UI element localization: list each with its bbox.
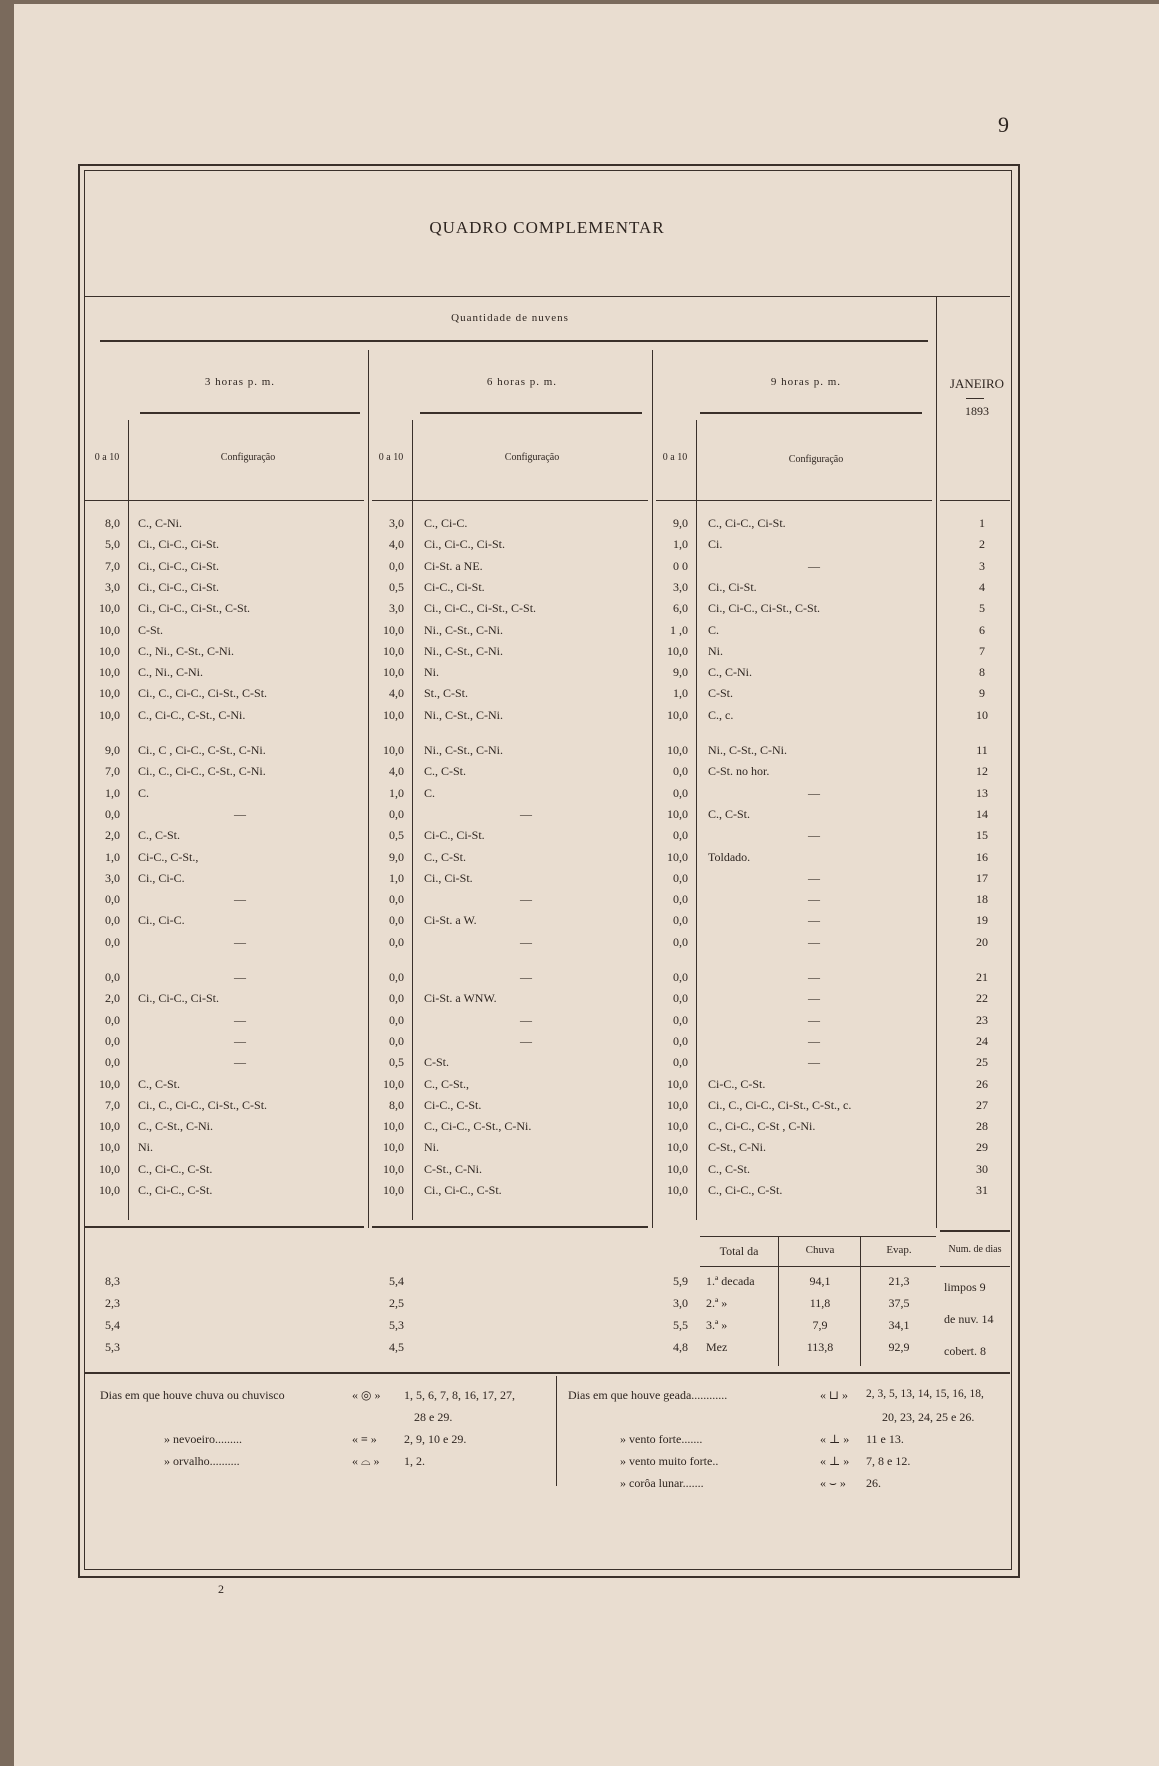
row-2-c2: Ci., Ci-C., Ci-St.: [424, 537, 506, 551]
period-1-evap: 37,5: [888, 1296, 910, 1310]
summary-avg1-1: 2,3: [105, 1296, 120, 1310]
row-6-c3: C.: [708, 623, 720, 637]
row-12-c2: C., C-St.: [424, 764, 467, 778]
row-11-c3: Ni., C-St., C-Ni.: [708, 743, 788, 757]
row-13-a2: 1,0: [389, 786, 404, 800]
row-23-a2: 0,0: [389, 1013, 404, 1027]
row-28-a2: 10,0: [383, 1119, 404, 1133]
dew-days: 1, 2.: [404, 1454, 425, 1468]
wind-days: 11 e 13.: [866, 1432, 904, 1446]
row-3-day: 3: [979, 559, 985, 573]
row-13-c1: C.: [138, 786, 150, 800]
row-1-c2: C., Ci-C.: [424, 516, 468, 530]
row-19-c1: Ci., Ci-C.: [138, 913, 185, 927]
row-29-day: 29: [976, 1140, 988, 1154]
limpos: limpos 9: [944, 1280, 986, 1294]
row-11-a1: 9,0: [105, 743, 120, 757]
row-16-c1: Ci-C., C-St.,: [138, 850, 199, 864]
row-5-a2: 3,0: [389, 601, 404, 615]
row-5-c2: Ci., Ci-C., Ci-St., C-St.: [424, 601, 537, 615]
chuva-label: Chuva: [805, 1244, 835, 1256]
row-26-a3: 10,0: [667, 1077, 688, 1091]
row-4-a2: 0,5: [389, 580, 404, 594]
row-6-c1: C-St.: [138, 623, 164, 637]
row-8-a2: 10,0: [383, 665, 404, 679]
row-22-a1: 2,0: [105, 991, 120, 1005]
row-9-day: 9: [979, 686, 985, 700]
row-13-c3: —: [808, 786, 820, 800]
lunar-symbol: « ⌣ »: [820, 1476, 846, 1490]
row-14-a1: 0,0: [105, 807, 120, 821]
period-3-chuva: 113,8: [806, 1340, 834, 1354]
row-25-day: 25: [976, 1055, 988, 1069]
row-28-c2: C., Ci-C., C-St., C-Ni.: [424, 1119, 532, 1133]
row-7-c1: C., Ni., C-St., C-Ni.: [138, 644, 235, 658]
row-11-a3: 10,0: [667, 743, 688, 757]
row-9-a2: 4,0: [389, 686, 404, 700]
page-title: QUADRO COMPLEMENTAR: [429, 218, 665, 237]
row-3-c1: Ci., Ci-C., Ci-St.: [138, 559, 220, 573]
row-14-c1: —: [234, 807, 246, 821]
row-14-c2: —: [520, 807, 532, 821]
row-10-c1: C., Ci-C., C-St., C-Ni.: [138, 708, 246, 722]
row-31-day: 31: [976, 1183, 988, 1197]
row-21-a3: 0,0: [673, 970, 688, 984]
row-4-day: 4: [979, 580, 985, 594]
row-20-day: 20: [976, 935, 988, 949]
row-29-a1: 10,0: [99, 1140, 120, 1154]
row-27-a2: 8,0: [389, 1098, 404, 1112]
row-19-a1: 0,0: [105, 913, 120, 927]
row-21-c1: —: [234, 970, 246, 984]
row-27-day: 27: [976, 1098, 988, 1112]
row-24-a3: 0,0: [673, 1034, 688, 1048]
row-21-c3: —: [808, 970, 820, 984]
row-1-day: 1: [979, 516, 985, 530]
row-8-a3: 9,0: [673, 665, 688, 679]
row-14-c3: C., C-St.: [708, 807, 751, 821]
row-7-day: 7: [979, 644, 985, 658]
row-25-c3: —: [808, 1055, 820, 1069]
row-13-a3: 0,0: [673, 786, 688, 800]
row-15-a3: 0,0: [673, 828, 688, 842]
row-2-day: 2: [979, 537, 985, 551]
strong-wind-days: 7, 8 e 12.: [866, 1454, 911, 1468]
period-3-label: Mez: [706, 1340, 728, 1354]
frost-days: 2, 3, 5, 13, 14, 15, 16, 18,: [866, 1388, 984, 1400]
row-23-c3: —: [808, 1013, 820, 1027]
row-1-a3: 9,0: [673, 516, 688, 530]
row-9-c1: Ci., C., Ci-C., Ci-St., C-St.: [138, 686, 268, 700]
row-3-c3: —: [808, 559, 820, 573]
row-16-c3: Toldado.: [708, 850, 751, 864]
row-23-a1: 0,0: [105, 1013, 120, 1027]
row-13-a1: 1,0: [105, 786, 120, 800]
row-9-a1: 10,0: [99, 686, 120, 700]
row-30-day: 30: [976, 1162, 988, 1176]
row-6-a1: 10,0: [99, 623, 120, 637]
row-19-a3: 0,0: [673, 913, 688, 927]
row-18-c1: —: [234, 892, 246, 906]
row-8-c2: Ni.: [424, 665, 439, 679]
row-18-c3: —: [808, 892, 820, 906]
row-8-a1: 10,0: [99, 665, 120, 679]
row-13-day: 13: [976, 786, 988, 800]
row-8-c1: C., Ni., C-Ni.: [138, 665, 204, 679]
fog-symbol: « ≡ »: [352, 1432, 377, 1446]
row-25-a3: 0,0: [673, 1055, 688, 1069]
row-21-a1: 0,0: [105, 970, 120, 984]
row-16-a2: 9,0: [389, 850, 404, 864]
row-23-c1: —: [234, 1013, 246, 1027]
row-22-a3: 0,0: [673, 991, 688, 1005]
row-12-c1: Ci., C., Ci-C., C-St., C-Ni.: [138, 764, 266, 778]
row-5-a1: 10,0: [99, 601, 120, 615]
summary-avg1-3: 5,3: [105, 1340, 120, 1354]
group-3pm: 3 horas p. m.: [204, 376, 276, 388]
group-9pm: 9 horas p. m.: [770, 376, 842, 388]
row-15-c3: —: [808, 828, 820, 842]
row-10-a1: 10,0: [99, 708, 120, 722]
row-15-c1: C., C-St.: [138, 828, 181, 842]
row-30-a1: 10,0: [99, 1162, 120, 1176]
row-28-c1: C., C-St., C-Ni.: [138, 1119, 214, 1133]
row-20-c2: —: [520, 935, 532, 949]
row-8-day: 8: [979, 665, 985, 679]
row-24-day: 24: [976, 1034, 988, 1048]
row-18-a3: 0,0: [673, 892, 688, 906]
row-12-c3: C-St. no hor.: [708, 764, 770, 778]
page-number: 9: [998, 112, 1009, 137]
row-24-c3: —: [808, 1034, 820, 1048]
row-30-c3: C., C-St.: [708, 1162, 751, 1176]
strong-wind-prefix: » vento muito forte..: [620, 1454, 719, 1468]
row-16-a1: 1,0: [105, 850, 120, 864]
row-14-day: 14: [976, 807, 988, 821]
row-22-a2: 0,0: [389, 991, 404, 1005]
summary-avg3-1: 3,0: [673, 1296, 688, 1310]
period-1-label: 2.ª »: [706, 1296, 728, 1310]
row-20-c3: —: [808, 935, 820, 949]
row-15-a2: 0,5: [389, 828, 404, 842]
period-0-label: 1.ª decada: [706, 1274, 755, 1288]
row-7-a2: 10,0: [383, 644, 404, 658]
summary-avg1-0: 8,3: [105, 1274, 120, 1288]
row-29-c2: Ni.: [424, 1140, 439, 1154]
rain-symbol: « ◎ »: [352, 1388, 381, 1402]
row-15-c2: Ci-C., Ci-St.: [424, 828, 485, 842]
summary-avg2-0: 5,4: [389, 1274, 404, 1288]
row-18-a2: 0,0: [389, 892, 404, 906]
row-6-a3: 1 ,0: [670, 623, 688, 637]
row-31-a3: 10,0: [667, 1183, 688, 1197]
frost-symbol: « ⊔ »: [820, 1388, 849, 1402]
col-amount-3: 0 a 10: [662, 452, 688, 463]
row-5-day: 5: [979, 601, 985, 615]
wind-prefix: » vento forte.......: [620, 1432, 703, 1446]
row-29-a2: 10,0: [383, 1140, 404, 1154]
row-9-c2: St., C-St.: [424, 686, 469, 700]
row-4-a3: 3,0: [673, 580, 688, 594]
lunar-days: 26.: [866, 1476, 881, 1490]
row-10-a2: 10,0: [383, 708, 404, 722]
row-29-a3: 10,0: [667, 1140, 688, 1154]
period-0-evap: 21,3: [888, 1274, 910, 1288]
row-10-c3: C., c.: [708, 708, 734, 722]
wind-symbol: « ⊥ »: [820, 1432, 850, 1446]
fog-prefix: » nevoeiro.........: [164, 1432, 242, 1446]
row-10-a3: 10,0: [667, 708, 688, 722]
row-7-a3: 10,0: [667, 644, 688, 658]
row-11-c2: Ni., C-St., C-Ni.: [424, 743, 504, 757]
frost-prefix: Dias em que houve geada............: [568, 1388, 728, 1402]
row-15-a1: 2,0: [105, 828, 120, 842]
cobert: cobert. 8: [944, 1344, 986, 1358]
summary-avg3-2: 5,5: [673, 1318, 688, 1332]
row-30-a2: 10,0: [383, 1162, 404, 1176]
row-10-day: 10: [976, 708, 988, 722]
summary-avg2-1: 2,5: [389, 1296, 404, 1310]
row-4-c3: Ci., Ci-St.: [708, 580, 757, 594]
dew-symbol: « ⌓ »: [352, 1454, 380, 1468]
rain-days: 1, 5, 6, 7, 8, 16, 17, 27,: [404, 1388, 515, 1402]
row-21-c2: —: [520, 970, 532, 984]
row-1-c3: C., Ci-C., Ci-St.: [708, 516, 786, 530]
row-2-c3: Ci.: [708, 537, 723, 551]
col-config-3: Configuração: [788, 454, 844, 465]
col-amount-2: 0 a 10: [378, 452, 404, 463]
row-1-a2: 3,0: [389, 516, 404, 530]
row-13-c2: C.: [424, 786, 436, 800]
row-6-a2: 10,0: [383, 623, 404, 637]
summary-avg1-2: 5,4: [105, 1318, 120, 1332]
row-19-a2: 0,0: [389, 913, 404, 927]
period-0-chuva: 94,1: [809, 1274, 831, 1288]
row-20-a2: 0,0: [389, 935, 404, 949]
row-7-c2: Ni., C-St., C-Ni.: [424, 644, 504, 658]
row-6-day: 6: [979, 623, 985, 637]
row-18-c2: —: [520, 892, 532, 906]
row-26-c2: C., C-St.,: [424, 1077, 470, 1091]
fog-days: 2, 9, 10 e 29.: [404, 1432, 467, 1446]
row-9-c3: C-St.: [708, 686, 734, 700]
row-22-c2: Ci-St. a WNW.: [424, 991, 497, 1005]
row-30-a3: 10,0: [667, 1162, 688, 1176]
row-7-a1: 10,0: [99, 644, 120, 658]
row-14-a3: 10,0: [667, 807, 688, 821]
row-3-a1: 7,0: [105, 559, 120, 573]
row-28-day: 28: [976, 1119, 988, 1133]
row-29-c1: Ni.: [138, 1140, 153, 1154]
row-29-c3: C-St., C-Ni.: [708, 1140, 767, 1154]
row-27-c3: Ci., C., Ci-C., Ci-St., C-St., c.: [708, 1098, 852, 1112]
row-19-c3: —: [808, 913, 820, 927]
row-11-a2: 10,0: [383, 743, 404, 757]
row-26-c1: C., C-St.: [138, 1077, 181, 1091]
row-21-day: 21: [976, 970, 988, 984]
row-23-day: 23: [976, 1013, 988, 1027]
row-5-c3: Ci., Ci-C., Ci-St., C-St.: [708, 601, 821, 615]
year-label: 1893: [965, 404, 989, 418]
row-25-c1: —: [234, 1055, 246, 1069]
period-2-chuva: 7,9: [812, 1318, 828, 1332]
group-6pm: 6 horas p. m.: [486, 376, 558, 388]
row-1-a1: 8,0: [105, 516, 120, 530]
row-26-c3: Ci-C., C-St.: [708, 1077, 766, 1091]
row-4-c2: Ci-C., Ci-St.: [424, 580, 485, 594]
rain-days-cont: 28 e 29.: [414, 1410, 453, 1424]
row-4-a1: 3,0: [105, 580, 120, 594]
row-24-a2: 0,0: [389, 1034, 404, 1048]
summary-avg2-2: 5,3: [389, 1318, 404, 1332]
row-31-c2: Ci., Ci-C., C-St.: [424, 1183, 502, 1197]
row-31-c1: C., Ci-C., C-St.: [138, 1183, 213, 1197]
period-2-evap: 34,1: [888, 1318, 910, 1332]
row-17-c2: Ci., Ci-St.: [424, 871, 473, 885]
row-17-a2: 1,0: [389, 871, 404, 885]
row-22-c3: —: [808, 991, 820, 1005]
totals-label: Total da: [719, 1244, 759, 1258]
row-11-day: 11: [976, 743, 988, 757]
row-17-day: 17: [976, 871, 988, 885]
row-24-c2: —: [520, 1034, 532, 1048]
row-25-c2: C-St.: [424, 1055, 450, 1069]
row-16-day: 16: [976, 850, 988, 864]
row-31-a1: 10,0: [99, 1183, 120, 1197]
numdias-label: Num. de dias: [948, 1244, 1002, 1255]
row-3-c2: Ci-St. a NE.: [424, 559, 483, 573]
row-15-day: 15: [976, 828, 988, 842]
subtitle: Quantidade de nuvens: [451, 312, 569, 324]
de-nuv: de nuv. 14: [944, 1312, 994, 1326]
row-5-a3: 6,0: [673, 601, 688, 615]
row-11-c1: Ci., C , Ci-C., C-St., C-Ni.: [138, 743, 266, 757]
frost-days-cont: 20, 23, 24, 25 e 26.: [882, 1410, 975, 1424]
row-6-c2: Ni., C-St., C-Ni.: [424, 623, 504, 637]
row-16-a3: 10,0: [667, 850, 688, 864]
row-2-a2: 4,0: [389, 537, 404, 551]
col-config-1: Configuração: [220, 452, 276, 463]
row-26-a1: 10,0: [99, 1077, 120, 1091]
month-label: JANEIRO: [949, 376, 1005, 391]
row-3-a3: 0 0: [673, 559, 688, 573]
row-1-c1: C., C-Ni.: [138, 516, 183, 530]
row-20-c1: —: [234, 935, 246, 949]
row-17-a3: 0,0: [673, 871, 688, 885]
row-17-a1: 3,0: [105, 871, 120, 885]
row-21-a2: 0,0: [389, 970, 404, 984]
row-31-c3: C., Ci-C., C-St.: [708, 1183, 783, 1197]
summary-avg2-3: 4,5: [389, 1340, 404, 1354]
row-8-c3: C., C-Ni.: [708, 665, 753, 679]
row-27-a1: 7,0: [105, 1098, 120, 1112]
row-17-c3: —: [808, 871, 820, 885]
row-16-c2: C., C-St.: [424, 850, 467, 864]
dew-prefix: » orvalho..........: [164, 1454, 240, 1468]
row-18-a1: 0,0: [105, 892, 120, 906]
strong-wind-symbol: « ⊥ »: [820, 1454, 850, 1468]
row-18-day: 18: [976, 892, 988, 906]
row-27-c1: Ci., C., Ci-C., Ci-St., C-St.: [138, 1098, 268, 1112]
row-31-a2: 10,0: [383, 1183, 404, 1197]
period-2-label: 3.ª »: [706, 1318, 728, 1332]
row-22-c1: Ci., Ci-C., Ci-St.: [138, 991, 220, 1005]
row-3-a2: 0,0: [389, 559, 404, 573]
row-19-day: 19: [976, 913, 988, 927]
rain-prefix: Dias em que houve chuva ou chuvisco: [100, 1388, 285, 1402]
row-19-c2: Ci-St. a W.: [424, 913, 477, 927]
row-23-c2: —: [520, 1013, 532, 1027]
row-30-c1: C., Ci-C., C-St.: [138, 1162, 213, 1176]
row-22-day: 22: [976, 991, 988, 1005]
row-12-day: 12: [976, 764, 988, 778]
row-10-c2: Ni., C-St., C-Ni.: [424, 708, 504, 722]
period-3-evap: 92,9: [888, 1340, 910, 1354]
row-25-a1: 0,0: [105, 1055, 120, 1069]
row-30-c2: C-St., C-Ni.: [424, 1162, 483, 1176]
row-20-a1: 0,0: [105, 935, 120, 949]
row-27-a3: 10,0: [667, 1098, 688, 1112]
row-12-a1: 7,0: [105, 764, 120, 778]
row-26-a2: 10,0: [383, 1077, 404, 1091]
lunar-prefix: » corôa lunar.......: [620, 1476, 704, 1490]
summary-avg3-0: 5,9: [673, 1274, 688, 1288]
row-12-a2: 4,0: [389, 764, 404, 778]
row-25-a2: 0,5: [389, 1055, 404, 1069]
sheet-number: 2: [218, 1582, 224, 1596]
summary-avg3-3: 4,8: [673, 1340, 688, 1354]
row-2-c1: Ci., Ci-C., Ci-St.: [138, 537, 220, 551]
row-5-c1: Ci., Ci-C., Ci-St., C-St.: [138, 601, 251, 615]
row-28-a3: 10,0: [667, 1119, 688, 1133]
row-2-a3: 1,0: [673, 537, 688, 551]
row-28-a1: 10,0: [99, 1119, 120, 1133]
row-14-a2: 0,0: [389, 807, 404, 821]
col-config-2: Configuração: [504, 452, 560, 463]
row-12-a3: 0,0: [673, 764, 688, 778]
row-4-c1: Ci., Ci-C., Ci-St.: [138, 580, 220, 594]
col-amount-1: 0 a 10: [94, 452, 120, 463]
row-24-a1: 0,0: [105, 1034, 120, 1048]
row-7-c3: Ni.: [708, 644, 723, 658]
row-28-c3: C., Ci-C., C-St , C-Ni.: [708, 1119, 816, 1133]
row-20-a3: 0,0: [673, 935, 688, 949]
row-27-c2: Ci-C., C-St.: [424, 1098, 482, 1112]
row-9-a3: 1,0: [673, 686, 688, 700]
row-23-a3: 0,0: [673, 1013, 688, 1027]
row-26-day: 26: [976, 1077, 988, 1091]
evap-label: Evap.: [886, 1244, 912, 1256]
row-24-c1: —: [234, 1034, 246, 1048]
period-1-chuva: 11,8: [809, 1296, 831, 1310]
row-17-c1: Ci., Ci-C.: [138, 871, 185, 885]
row-2-a1: 5,0: [105, 537, 120, 551]
